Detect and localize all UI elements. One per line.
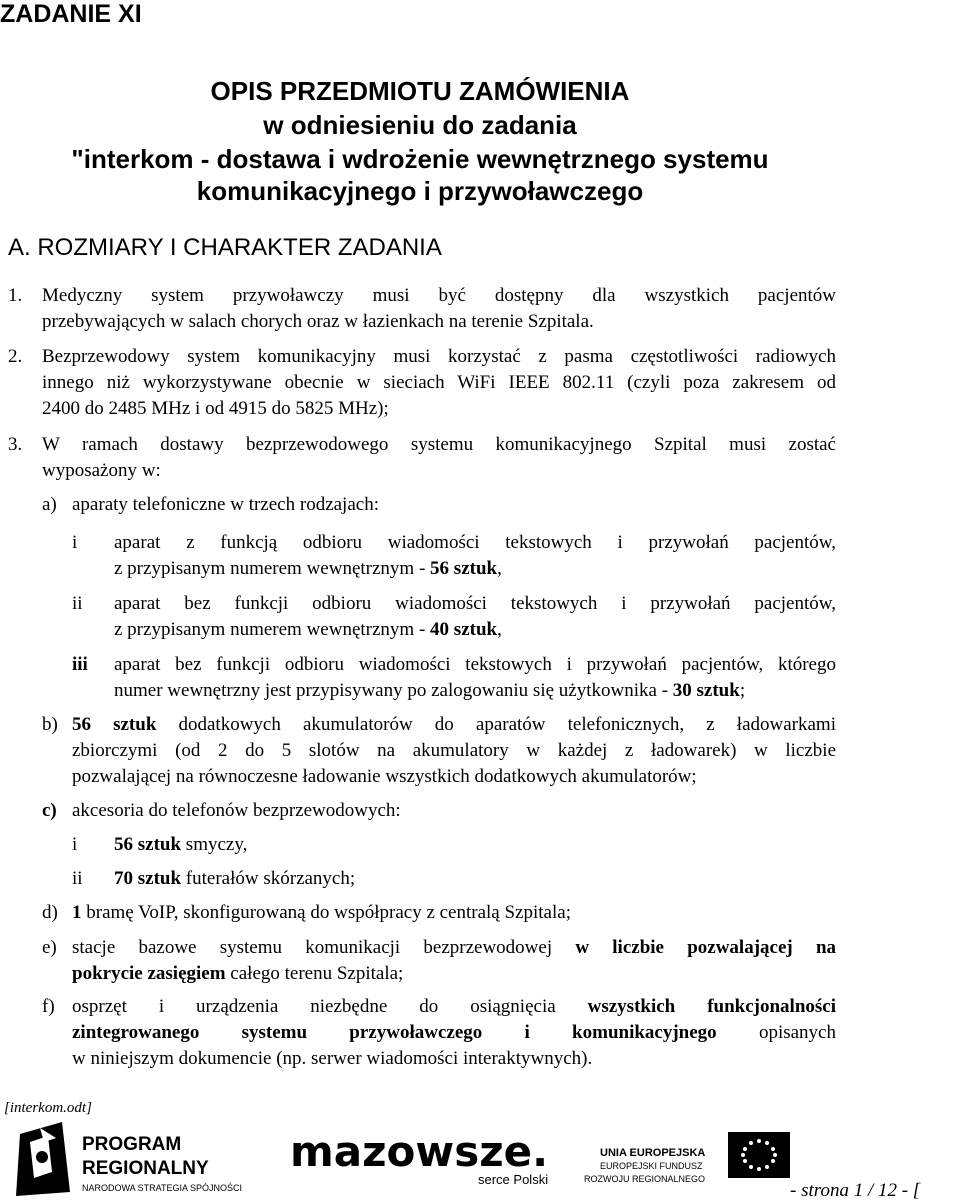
sublist-number: i (72, 532, 78, 553)
sublist-number: ii (72, 593, 83, 614)
list-d-text: 1 bramę VoIP, skonfigurowaną do współpracy z centralą Szpitala; (72, 902, 571, 923)
list-e-line-2: pokrycie zasięgiem całego terenu Szpitala; (72, 963, 404, 984)
list-label: d) (42, 902, 58, 923)
logo-program-line-1: PROGRAM (82, 1134, 182, 1155)
list-a-text: aparaty telefoniczne w trzech rodzajach: (72, 494, 379, 515)
logo-eu-line-1: UNIA EUROPEJSKA (600, 1147, 706, 1159)
list-b-line-1: 56 sztuk dodatkowych akumulatorów do aparatów telefonicznych, z ładowarkami (72, 714, 836, 735)
item-1-line-2: przebywających w salach chorych oraz w łazienkach na terenie Szpitala. (42, 311, 594, 332)
list-e-line-1: stacje bazowe systemu komunikacji bezprzewodowej w liczbie pozwalającej na (72, 937, 837, 958)
eu-logo (584, 1132, 790, 1184)
list-a-ii-line-2: z przypisanym numerem wewnętrznym - 40 sztuk, (114, 619, 502, 640)
mazowsze-logo (290, 1127, 548, 1187)
program-regionalny-logo (16, 1122, 242, 1196)
list-c-text: akcesoria do telefonów bezprzewodowych: (72, 800, 401, 821)
document-title-line-1: OPIS PRZEDMIOTU ZAMÓWIENIA (210, 76, 630, 106)
list-a-iii-line-2: numer wewnętrzny jest przypisywany po zalogowaniu się użytkownika - 30 sztuk; (114, 680, 746, 701)
logo-program-line-2: REGIONALNY (82, 1158, 209, 1179)
list-label: f) (42, 996, 55, 1017)
item-number: 3. (8, 434, 23, 455)
file-tag: [interkom.odt] (4, 1100, 92, 1116)
item-number: 2. (8, 346, 23, 367)
list-label: e) (42, 937, 57, 958)
document-title-line-2: w odniesieniu do zadania (263, 110, 577, 140)
item-1-line-1: Medyczny system przywoławczy musi być dostępny dla wszystkich pacjentów (42, 285, 836, 306)
list-a-i-line-1: aparat z funkcją odbioru wiadomości tekstowych i przywołań pacjentów, (114, 532, 836, 553)
logo-eu-line-3: ROZWOJU REGIONALNEGO (584, 1174, 706, 1184)
logo-mazowsze: mazowsze. (290, 1127, 549, 1176)
page-number: - strona 1 / 12 - [ (790, 1180, 921, 1201)
list-b-line-3: pozwalającej na równoczesne ładowanie wszystkich dodatkowych akumulatorów; (72, 766, 697, 787)
sublist-number: ii (72, 868, 83, 889)
list-f-line-2: zintegrowanego systemu przywoławczego i komunikacyjnego opisanych (72, 1022, 836, 1043)
item-3-line-1: W ramach dostawy bezprzewodowego systemu komunikacyjnego Szpital musi zostać (42, 434, 836, 455)
sublist-number: iii (72, 654, 88, 675)
item-number: 1. (8, 285, 23, 306)
list-f-line-1: osprzęt i urządzenia niezbędne do osiągnięcia wszystkich funkcjonalności (72, 996, 837, 1017)
list-label: c) (42, 800, 57, 821)
sublist-number: i (72, 834, 78, 855)
list-label: a) (42, 494, 57, 515)
document-title-line-4: komunikacyjnego i przywoławczego (196, 176, 644, 206)
list-f-line-3: w niniejszym dokumencie (np. serwer wiadomości interaktywnych). (72, 1048, 593, 1069)
logo-eu-line-2: EUROPEJSKI FUNDUSZ (600, 1161, 703, 1171)
list-c-i: 56 sztuk smyczy, (114, 834, 248, 855)
item-3-line-2: wyposażony w: (42, 460, 161, 481)
list-a-i-line-2: z przypisanym numerem wewnętrznym - 56 sztuk, (114, 558, 502, 579)
eu-flag-icon (728, 1132, 790, 1178)
list-a-iii-line-1: aparat bez funkcji odbioru wiadomości tekstowych i przywołań pacjentów, którego (114, 654, 836, 675)
logo-mazowsze-subtitle: serce Polski (478, 1172, 549, 1187)
logo-program-subtitle: NARODOWA STRATEGIA SPÓJNOŚCI (82, 1183, 243, 1193)
list-b-line-2: zbiorczymi (od 2 do 5 slotów na akumulatory w każdej z ładowarek) w liczbie (72, 740, 836, 761)
item-2-line-1: Bezprzewodowy system komunikacyjny musi korzystać z pasma częstotliwości radiowych (42, 346, 836, 367)
document-label: ZADANIE XI (0, 0, 142, 28)
document-title-line-3: "interkom - dostawa i wdrożenie wewnętrznego systemu (71, 144, 769, 174)
item-2-line-3: 2400 do 2485 MHz i od 4915 do 5825 MHz); (42, 398, 389, 419)
list-a-ii-line-1: aparat bez funkcji odbioru wiadomości tekstowych i przywołań pacjentów, (114, 593, 836, 614)
section-heading: A. ROZMIARY I CHARAKTER ZADANIA (8, 234, 442, 261)
item-2-line-2: innego niż wykorzystywane obecnie w sieciach WiFi IEEE 802.11 (czyli poza zakresem od (42, 372, 836, 393)
list-c-ii: 70 sztuk futerałów skórzanych; (114, 868, 356, 889)
list-label: b) (42, 714, 58, 735)
